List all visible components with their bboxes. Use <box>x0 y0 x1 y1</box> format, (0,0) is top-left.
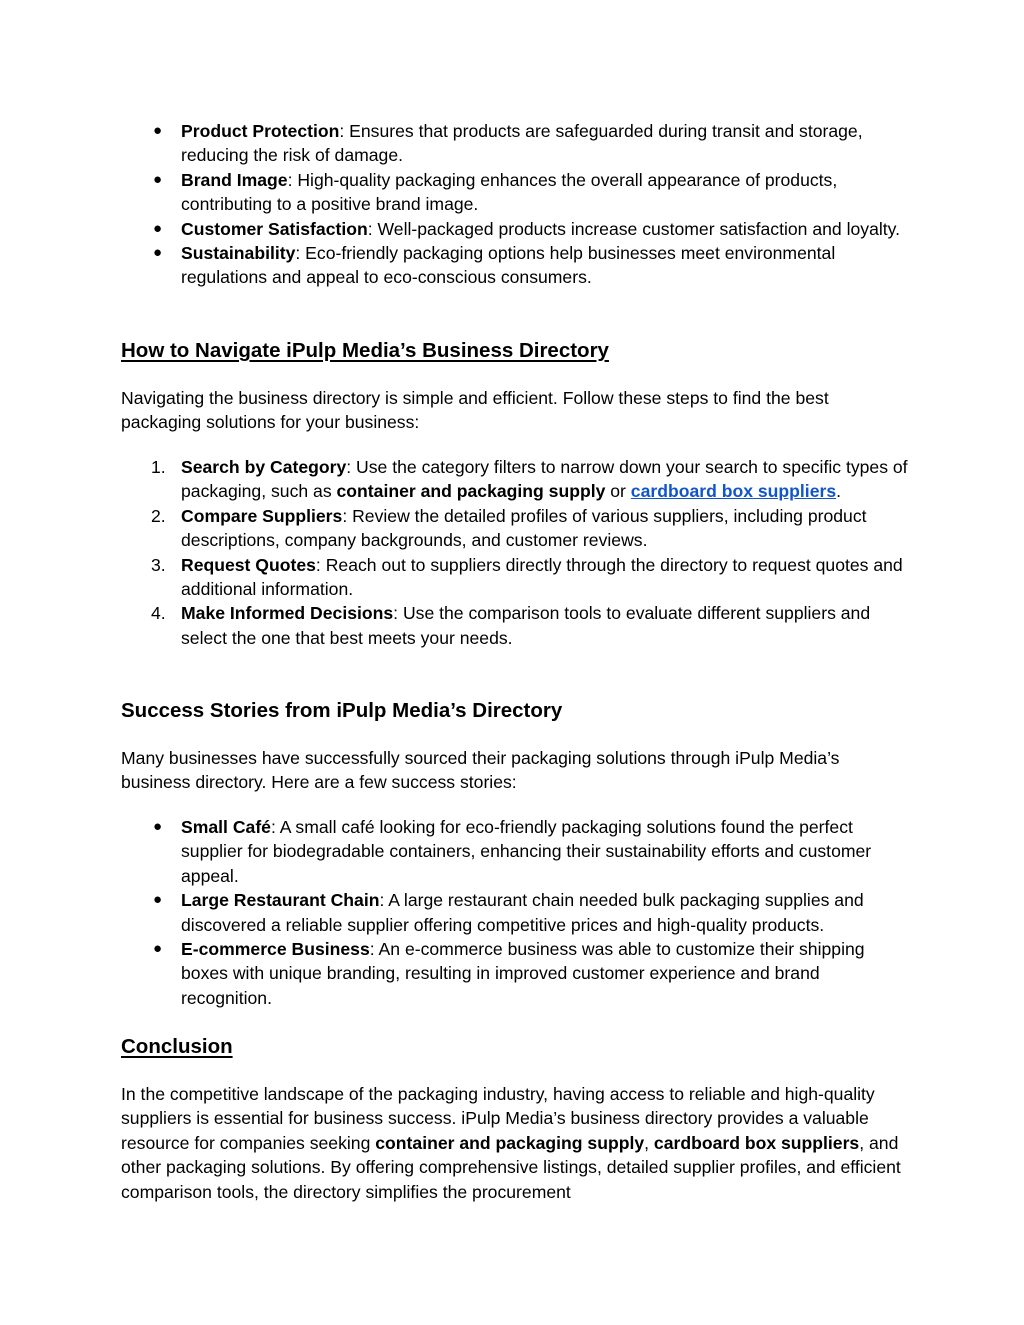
list-item <box>121 888 911 937</box>
bullet-marker: ● <box>153 818 163 835</box>
list-item-text: : Use the comparison tools to evaluate different suppliers and select the one that best meets your needs. <box>181 603 871 648</box>
section-heading-conclusion: Conclusion <box>121 1035 233 1058</box>
list-item-term: Large Restaurant Chain <box>181 890 380 911</box>
list-item <box>121 168 911 217</box>
list-item-text: : A large restaurant chain needed bulk packaging supplies and discovered a reliable supplier offering competitive prices and high-quality products. <box>181 890 864 935</box>
section-heading-navigate: How to Navigate iPulp Media’s Business Directory <box>121 339 609 362</box>
list-item-term: Compare Suppliers <box>181 505 343 526</box>
list-item-text: : Ensures that products are safeguarded during transit and storage, reducing the risk of damage. <box>181 121 863 166</box>
list-item-text: : High-quality packaging enhances the overall appearance of products, contributing to a positive brand image. <box>181 169 838 215</box>
list-item-text: : A small café looking for eco-friendly packaging solutions found the perfect supplier for biodegradable containers, enhancing their sustainability efforts and customer appeal. <box>181 817 872 886</box>
bold-phrase: container and packaging supply <box>336 481 606 502</box>
list-item-text: : Reach out to suppliers directly through the directory to request quotes and additional information. <box>181 554 903 600</box>
list-item-text: : Eco-friendly packaging options help businesses meet environmental regulations and appeal to eco-conscious consumers. <box>181 243 836 288</box>
list-item-term: Product Protection <box>181 121 340 141</box>
step-number: 4. <box>151 603 166 624</box>
step-number: 3. <box>151 554 166 575</box>
list-item <box>121 553 911 602</box>
list-item-text: or <box>605 481 631 502</box>
step-number: 2. <box>151 505 166 526</box>
bold-phrase: container and packaging supply <box>375 1132 645 1153</box>
navigate-intro: Navigating the business directory is simple and efficient. Follow these steps to find the best packaging solutions for your business: <box>121 388 829 433</box>
section-heading-success-stories: Success Stories from iPulp Media’s Directory <box>121 699 563 722</box>
bullet-marker: ● <box>153 244 163 262</box>
list-item-term: Brand Image <box>181 169 288 190</box>
step-number: 1. <box>151 457 166 477</box>
conclusion-paragraph <box>121 1082 911 1204</box>
list-item-text: : Well-packaged products increase customer satisfaction and loyalty. <box>367 218 901 239</box>
list-item <box>121 241 911 290</box>
bullet-marker: ● <box>153 219 163 237</box>
paragraph-text: , and other packaging solutions. By offering comprehensive listings, detailed supplier profiles, and efficient comparison tools, the directory simplifies the procurement <box>121 1132 901 1202</box>
list-item-text: : Review the detailed profiles of various suppliers, including product descriptions, company backgrounds, and customer reviews. <box>181 505 867 551</box>
bullet-marker: ● <box>153 170 163 188</box>
bullet-marker: ● <box>153 891 163 909</box>
success-stories-list <box>121 815 911 1010</box>
bullet-marker: ● <box>153 122 163 139</box>
list-item <box>121 815 911 888</box>
list-item-term: Customer Satisfaction <box>181 218 368 239</box>
success-intro: Many businesses have successfully sourced their packaging solutions through iPulp Media’s business directory. Here are a few success stories: <box>121 748 840 793</box>
list-item <box>121 601 911 650</box>
list-item-term: Make Informed Decisions <box>181 603 394 624</box>
paragraph-text: In the competitive landscape of the packaging industry, having access to reliable and high-quality suppliers is essential for business success. iPulp Media’s business directory provides a valuable resource for companies seeking <box>121 1084 875 1153</box>
list-item <box>121 455 911 504</box>
bullet-marker: ● <box>153 940 163 958</box>
list-item-term: Sustainability <box>181 243 296 264</box>
list-item <box>121 119 911 168</box>
list-item-term: Request Quotes <box>181 554 316 575</box>
list-item-text: : An e-commerce business was able to customize their shipping boxes with unique branding, resulting in improved customer experience and brand recognition. <box>181 939 865 1008</box>
benefits-list <box>121 119 911 290</box>
list-item-term: Small Café <box>181 817 271 837</box>
list-item-text: . <box>836 481 841 502</box>
cardboard-box-suppliers-link[interactable]: cardboard box suppliers <box>630 481 837 502</box>
list-item-term: Search by Category <box>181 457 347 477</box>
list-item <box>121 937 911 1010</box>
list-item-term: E-commerce Business <box>181 939 370 960</box>
list-item-text: : Use the category filters to narrow down your search to specific types of packaging, such as <box>181 457 908 502</box>
paragraph-text: , <box>644 1132 654 1153</box>
bold-phrase: cardboard box suppliers <box>653 1132 860 1153</box>
list-item <box>121 217 911 241</box>
list-item <box>121 504 911 553</box>
navigate-steps-list <box>121 455 911 650</box>
